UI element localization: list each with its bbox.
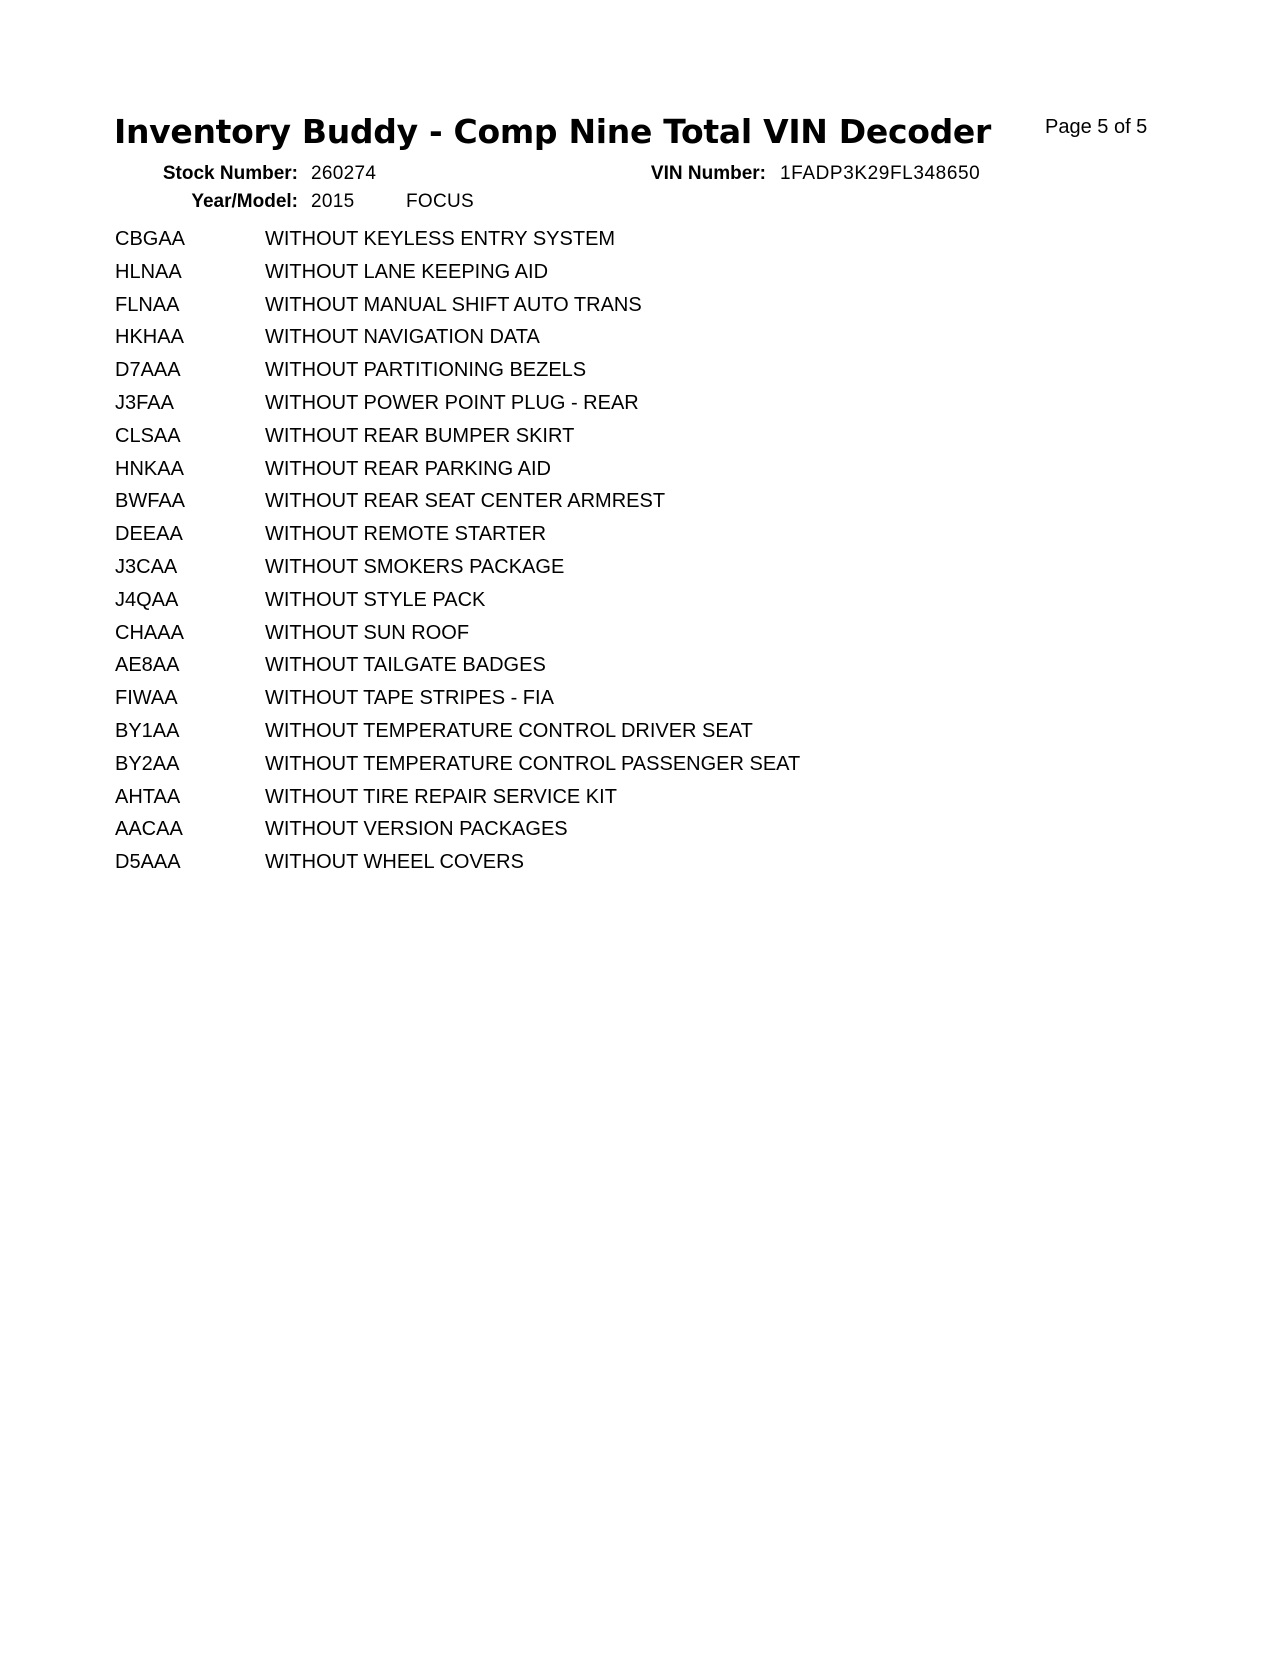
option-code: AACAA — [115, 818, 183, 841]
option-code: HLNAA — [115, 260, 182, 283]
option-code: HNKAA — [115, 457, 184, 480]
option-code: BY2AA — [115, 752, 180, 775]
page-title: Inventory Buddy - Comp Nine Total VIN Decoder — [114, 112, 991, 151]
option-code-list — [115, 228, 1115, 884]
option-code: CHAAA — [115, 621, 184, 644]
option-row — [115, 359, 1115, 392]
option-description: WITHOUT TEMPERATURE CONTROL DRIVER SEAT — [265, 719, 753, 742]
option-code: FLNAA — [115, 293, 180, 316]
option-code: CBGAA — [115, 228, 186, 250]
option-code: HKHAA — [115, 326, 184, 349]
option-row — [115, 556, 1115, 589]
option-description: WITHOUT REAR SEAT CENTER ARMREST — [265, 490, 666, 513]
option-row — [115, 622, 1115, 655]
option-row — [115, 687, 1115, 720]
option-row — [115, 589, 1115, 622]
year-model-label: Year/Model: — [191, 191, 298, 212]
option-description: WITHOUT REAR BUMPER SKIRT — [265, 424, 575, 447]
option-description: WITHOUT TEMPERATURE CONTROL PASSENGER SEAT — [265, 752, 801, 775]
option-code: J4QAA — [115, 588, 179, 611]
option-code: AE8AA — [115, 654, 180, 677]
option-row — [115, 654, 1115, 687]
option-code: J3CAA — [115, 555, 178, 578]
page-number: Page 5 of 5 — [1045, 116, 1148, 138]
option-row — [115, 261, 1115, 294]
option-code: BWFAA — [115, 490, 186, 513]
option-code: AHTAA — [115, 785, 181, 808]
option-code: FIWAA — [115, 687, 178, 710]
year-value: 2015 — [311, 191, 355, 212]
option-code: DEEAA — [115, 523, 183, 546]
option-code: D7AAA — [115, 359, 181, 382]
option-description: WITHOUT TAPE STRIPES - FIA — [265, 687, 554, 710]
option-description: WITHOUT REAR PARKING AID — [265, 457, 551, 480]
stock-number-label: Stock Number: — [162, 163, 298, 184]
option-row — [115, 294, 1115, 327]
option-description: WITHOUT LANE KEEPING AID — [265, 260, 549, 283]
option-description: WITHOUT STYLE PACK — [265, 588, 486, 611]
option-row — [115, 326, 1115, 359]
option-description: WITHOUT VERSION PACKAGES — [265, 818, 568, 841]
option-row — [115, 818, 1115, 851]
option-code: BY1AA — [115, 719, 180, 742]
option-row — [115, 720, 1115, 753]
option-description: WITHOUT REMOTE STARTER — [265, 523, 547, 546]
option-row — [115, 425, 1115, 458]
option-description: WITHOUT PARTITIONING BEZELS — [265, 359, 587, 382]
option-description: WITHOUT MANUAL SHIFT AUTO TRANS — [265, 293, 642, 316]
option-description: WITHOUT SUN ROOF — [265, 621, 470, 644]
option-row — [115, 228, 1115, 261]
option-description: WITHOUT SMOKERS PACKAGE — [265, 555, 565, 578]
option-description: WITHOUT WHEEL COVERS — [265, 851, 524, 874]
option-code: CLSAA — [115, 424, 181, 447]
option-description: WITHOUT TIRE REPAIR SERVICE KIT — [265, 785, 617, 808]
option-description: WITHOUT KEYLESS ENTRY SYSTEM — [265, 228, 616, 250]
option-row — [115, 458, 1115, 491]
option-row — [115, 753, 1115, 786]
option-row — [115, 786, 1115, 819]
option-description: WITHOUT POWER POINT PLUG - REAR — [265, 391, 639, 414]
model-value: FOCUS — [406, 191, 474, 212]
option-code: J3FAA — [115, 391, 174, 414]
option-row — [115, 851, 1115, 884]
option-row — [115, 523, 1115, 556]
option-description: WITHOUT TAILGATE BADGES — [265, 654, 546, 677]
stock-number-value: 260274 — [311, 163, 377, 184]
option-description: WITHOUT NAVIGATION DATA — [265, 326, 540, 349]
option-row — [115, 392, 1115, 425]
vin-number-value: 1FADP3K29FL348650 — [780, 163, 981, 184]
vin-number-label: VIN Number: — [650, 163, 766, 184]
option-code: D5AAA — [115, 851, 181, 874]
option-row — [115, 490, 1115, 523]
